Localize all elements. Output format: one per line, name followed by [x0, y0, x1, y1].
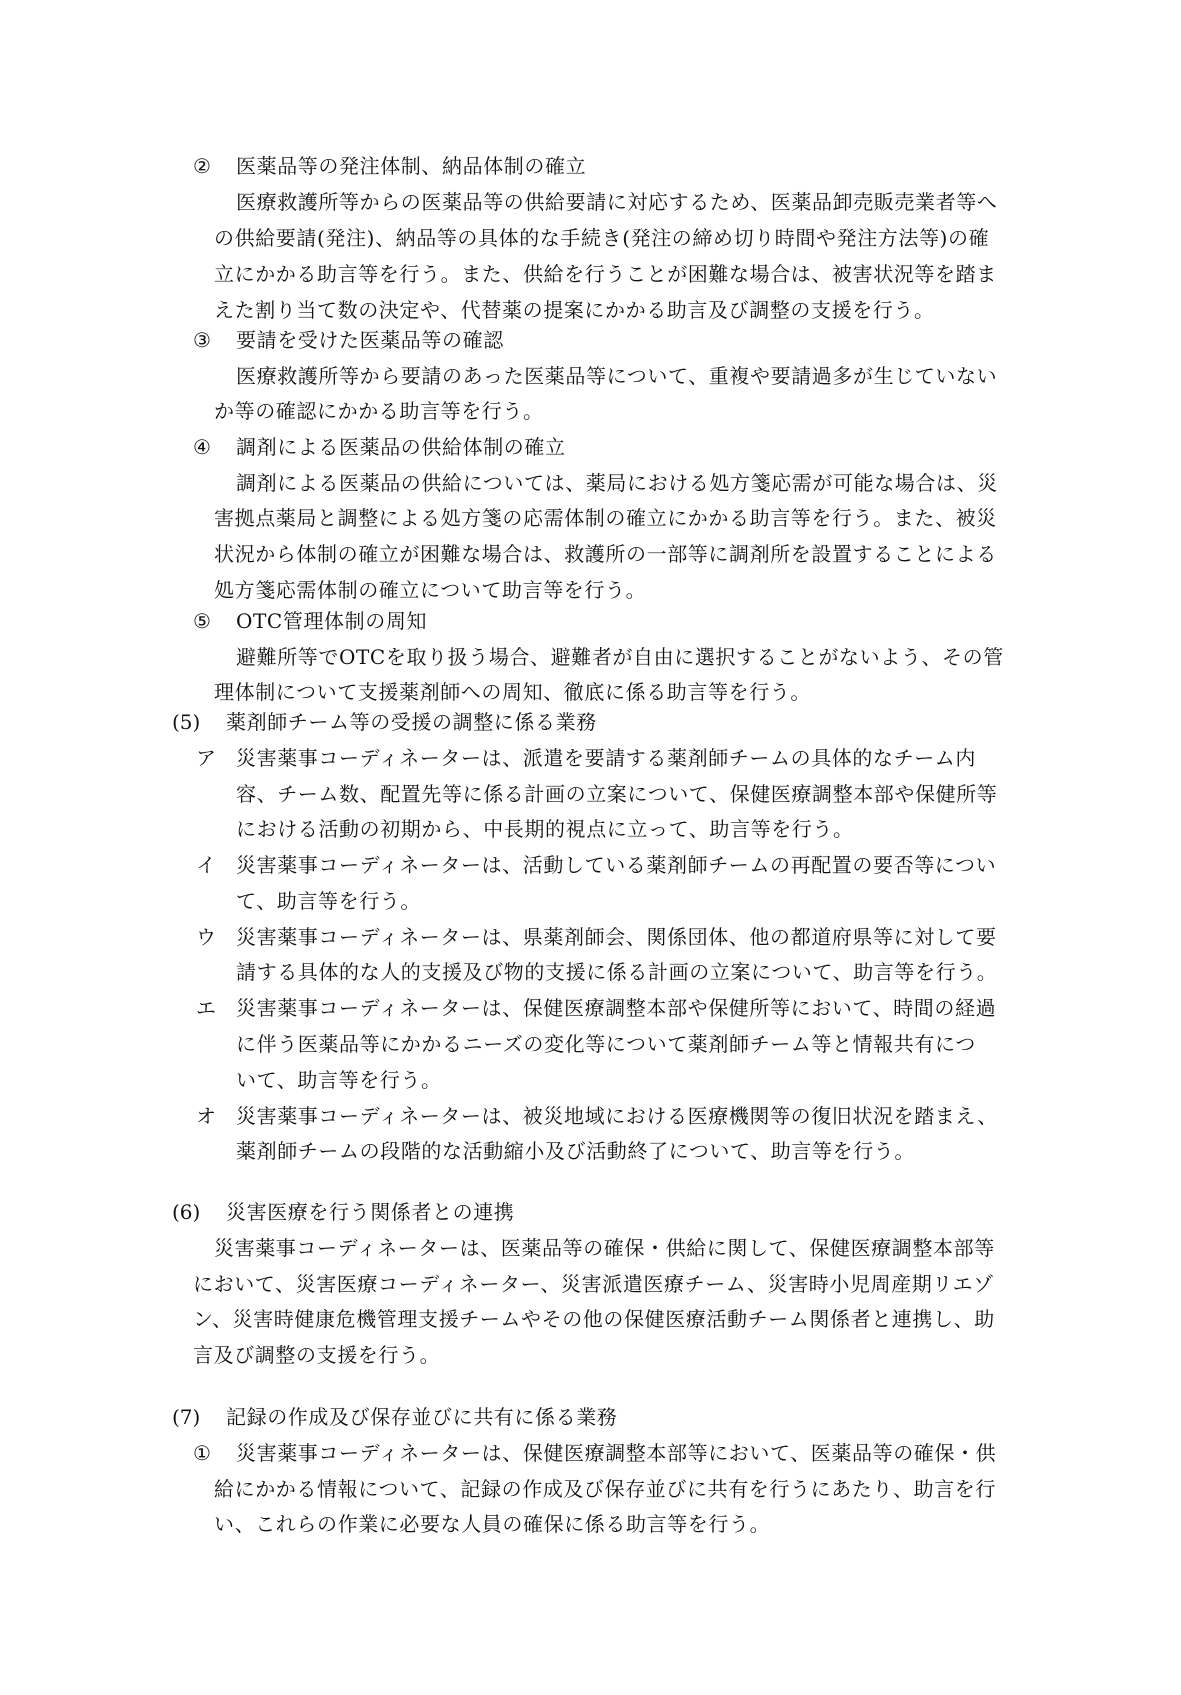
section-6-heading: 災害医療を行う関係者との連携: [226, 1200, 515, 1224]
subsection-3-number: ③: [193, 328, 211, 352]
item-line: 災害薬事コーディネーターは、派遣を要請する薬剤師チームの具体的なチーム内: [236, 746, 976, 770]
item-line: 災害薬事コーディネーターは、活動している薬剤師チームの再配置の要否等につい: [236, 853, 997, 877]
paragraph-line: 害拠点薬局と調整による処方箋の応需体制の確立にかかる助言等を行う。また、被災: [214, 506, 997, 530]
item-line: て、助言等を行う。: [236, 889, 421, 913]
paragraph-line: 災害薬事コーディネーターは、医薬品等の確保・供給に関して、保健医療調整本部等: [214, 1236, 995, 1260]
paragraph-line: 言及び調整の支援を行う。: [193, 1343, 441, 1367]
item-a-mark: ア: [196, 746, 216, 770]
item-e-mark: エ: [196, 996, 216, 1020]
item-line: 請する具体的な人的支援及び物的支援に係る計画の立案について、助言等を行う。: [236, 960, 998, 984]
item-line: に伴う医薬品等にかかるニーズの変化等について薬剤師チーム等と情報共有につ: [236, 1032, 976, 1056]
paragraph-line: えた割り当て数の決定や、代替薬の提案にかかる助言及び調整の支援を行う。: [214, 298, 935, 322]
paragraph-line: か等の確認にかかる助言等を行う。: [214, 399, 544, 423]
paragraph-line: 調剤による医薬品の供給については、薬局における処方箋応需が可能な場合は、災: [236, 471, 998, 495]
section-6-number: (6): [172, 1200, 201, 1224]
item-line: い、これらの作業に必要な人員の確保に係る助言等を行う。: [214, 1512, 771, 1536]
paragraph-line: 処方箋応需体制の確立について助言等を行う。: [214, 578, 647, 602]
paragraph-line: 避難所等でOTCを取り扱う場合、避難者が自由に選択することがないよう、その管: [236, 645, 1004, 669]
item-line: いて、助言等を行う。: [236, 1068, 442, 1092]
subsection-2-number: ②: [193, 154, 211, 178]
paragraph-line: 医療救護所等からの医薬品等の供給要請に対応するため、医薬品卸売販売業者等へ: [236, 190, 998, 214]
section-7-number: (7): [172, 1405, 201, 1429]
item-o-mark: オ: [196, 1104, 216, 1128]
item-line: 災害薬事コーディネーターは、被災地域における医療機関等の復旧状況を踏まえ、: [236, 1104, 998, 1128]
item-line: における活動の初期から、中長期的視点に立って、助言等を行う。: [236, 817, 854, 841]
item-line: 災害薬事コーディネーターは、保健医療調整本部等において、医薬品等の確保・供: [236, 1441, 997, 1465]
item-line: 災害薬事コーディネーターは、県薬剤師会、関係団体、他の都道府県等に対して要: [236, 925, 997, 949]
item-line: 薬剤師チームの段階的な活動縮小及び活動終了について、助言等を行う。: [236, 1139, 915, 1163]
subsection-3-heading: 要請を受けた医薬品等の確認: [236, 328, 504, 352]
paragraph-line: 立にかかる助言等を行う。また、供給を行うことが困難な場合は、被害状況等を踏ま: [214, 262, 997, 286]
item-i-mark: イ: [196, 853, 216, 877]
paragraph-line: ン、災害時健康危機管理支援チームやその他の保健医療活動チーム関係者と連携し、助: [193, 1307, 995, 1331]
item-1-mark: ①: [193, 1441, 211, 1465]
paragraph-line: 理体制について支援薬剤師への周知、徹底に係る助言等を行う。: [214, 680, 811, 704]
section-7-heading: 記録の作成及び保存並びに共有に係る業務: [226, 1405, 618, 1429]
subsection-4-heading: 調剤による医薬品の供給体制の確立: [236, 435, 566, 459]
subsection-5-heading: OTC管理体制の周知: [236, 609, 428, 633]
item-u-mark: ウ: [196, 925, 216, 949]
section-5-number: (5): [172, 710, 201, 734]
paragraph-line: 医療救護所等から要請のあった医薬品等について、重複や要請過多が生じていない: [236, 364, 998, 388]
subsection-2-heading: 医薬品等の発注体制、納品体制の確立: [236, 154, 587, 178]
section-5-heading: 薬剤師チーム等の受援の調整に係る業務: [226, 710, 597, 734]
paragraph-line: 状況から体制の確立が困難な場合は、救護所の一部等に調剤所を設置することによる: [214, 542, 997, 566]
paragraph-line: の供給要請(発注)、納品等の具体的な手続き(発注の締め切り時間や発注方法等)の確: [214, 226, 990, 250]
item-line: 容、チーム数、配置先等に係る計画の立案について、保健医療調整本部や保健所等: [236, 782, 998, 806]
paragraph-line: において、災害医療コーディネーター、災害派遣医療チーム、災害時小児周産期リエゾ: [193, 1272, 994, 1296]
item-line: 給にかかる情報について、記録の作成及び保存並びに共有を行うにあたり、助言を行: [214, 1477, 996, 1501]
subsection-5-number: ⑤: [193, 609, 211, 633]
subsection-4-number: ④: [193, 435, 211, 459]
item-line: 災害薬事コーディネーターは、保健医療調整本部や保健所等において、時間の経過: [236, 996, 997, 1020]
